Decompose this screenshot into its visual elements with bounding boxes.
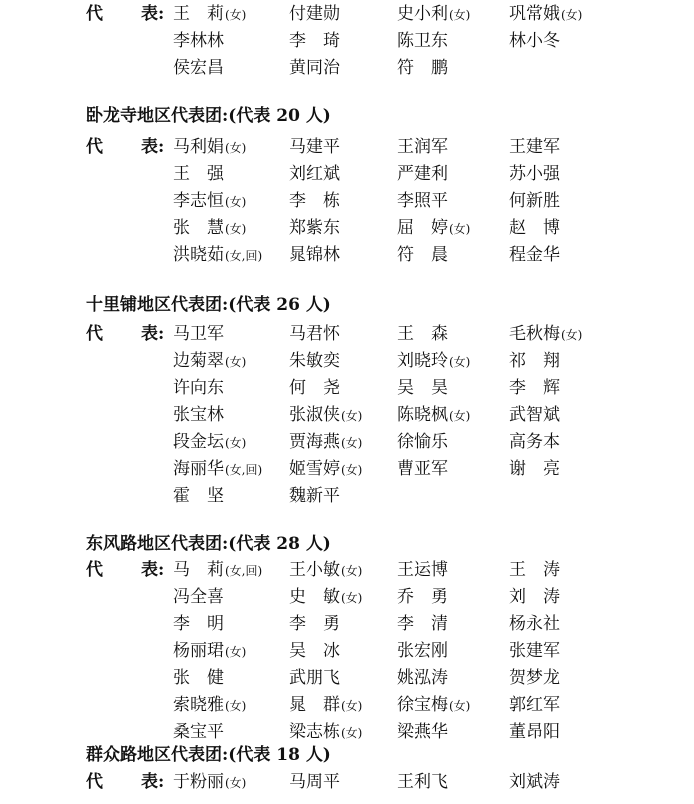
delegate-entry	[289, 191, 340, 211]
delegate-name: 何新胜	[509, 191, 560, 211]
delegate-name: 李 栋	[289, 191, 340, 211]
delegate-name: 徐愉乐	[397, 432, 448, 452]
delegate-name: 王 涛	[509, 560, 560, 580]
delegate-name: 姚泓涛	[397, 668, 448, 688]
delegate-name: 武朋飞	[289, 668, 340, 688]
delegate-name: 李 勇	[289, 614, 340, 634]
role-label-char: 表:	[141, 772, 165, 792]
delegate-name: 李志恒	[173, 191, 224, 211]
delegate-entry	[397, 695, 470, 716]
delegate-name: 郑紫东	[289, 218, 340, 238]
delegate-note: (女)	[341, 699, 363, 713]
delegate-name: 何 尧	[289, 378, 340, 398]
delegate-note: (女)	[561, 328, 583, 342]
role-label-char: 代	[86, 772, 103, 792]
delegate-name: 冯全喜	[173, 587, 224, 607]
delegate-name: 乔 勇	[397, 587, 448, 607]
delegate-name: 马卫军	[173, 324, 224, 344]
delegate-name: 郭红军	[509, 695, 560, 715]
delegate-name: 刘斌涛	[509, 772, 560, 792]
delegate-entry	[289, 432, 362, 453]
delegate-entry	[173, 614, 224, 634]
delegate-note: (女,回)	[225, 564, 263, 578]
role-label-char: 表:	[141, 560, 165, 580]
delegate-entry	[289, 164, 340, 184]
delegate-name: 王 莉	[173, 4, 224, 24]
delegate-entry	[509, 218, 560, 238]
delegate-entry	[397, 191, 448, 211]
delegate-entry	[289, 245, 340, 265]
delegate-note: (女)	[225, 195, 247, 209]
delegate-entry	[509, 405, 560, 425]
delegate-name: 董昂阳	[509, 722, 560, 742]
delegate-entry	[289, 722, 362, 743]
delegate-name: 张 健	[173, 668, 224, 688]
delegate-entry	[509, 164, 560, 184]
delegate-note: (女)	[225, 8, 247, 22]
delegate-name: 符 鹏	[397, 58, 448, 78]
delegate-entry	[509, 432, 560, 452]
delegate-entry	[397, 668, 448, 688]
delegate-entry	[397, 324, 448, 344]
delegate-entry	[397, 4, 470, 25]
delegate-entry	[289, 405, 362, 426]
delegate-entry	[509, 459, 560, 479]
delegate-name: 马周平	[289, 772, 340, 792]
delegate-entry	[173, 218, 246, 239]
delegate-entry	[509, 351, 560, 371]
delegate-entry	[173, 432, 246, 453]
delegate-name: 李 琦	[289, 31, 340, 51]
delegate-entry	[397, 772, 448, 792]
delegate-entry	[397, 459, 448, 479]
delegate-entry	[509, 722, 560, 742]
delegate-name: 巩常娥	[509, 4, 560, 24]
role-label-char: 表:	[141, 324, 165, 344]
delegate-name: 苏小强	[509, 164, 560, 184]
delegate-name: 黄同治	[289, 58, 340, 78]
delegate-note: (女)	[225, 699, 247, 713]
delegate-entry	[173, 351, 246, 372]
role-label-char: 代	[86, 4, 103, 24]
delegate-name: 曹亚军	[397, 459, 448, 479]
delegate-entry	[289, 560, 362, 581]
delegate-entry	[509, 560, 560, 580]
delegate-entry	[289, 324, 340, 344]
delegate-name: 李林林	[173, 31, 224, 51]
delegate-note: (女)	[225, 645, 247, 659]
delegate-note: (女)	[225, 141, 247, 155]
delegate-note: (女)	[341, 726, 363, 740]
delegate-name: 海丽华	[173, 459, 224, 479]
delegate-name: 晁 群	[289, 695, 340, 715]
delegate-entry	[173, 695, 246, 716]
delegate-note: (女)	[341, 463, 363, 477]
delegate-entry	[289, 31, 340, 51]
role-label-char: 代	[86, 324, 103, 344]
delegate-note: (女)	[225, 436, 247, 450]
delegate-name: 张宏刚	[397, 641, 448, 661]
delegate-name: 姬雪婷	[289, 459, 340, 479]
delegate-name: 陈卫东	[397, 31, 448, 51]
delegate-name: 边菊翠	[173, 351, 224, 371]
delegate-name: 杨丽珺	[173, 641, 224, 661]
delegate-name: 王利飞	[397, 772, 448, 792]
delegate-name: 王润军	[397, 137, 448, 157]
delegate-entry	[509, 245, 560, 265]
delegate-name: 张 慧	[173, 218, 224, 238]
role-label-char: 表:	[141, 137, 165, 157]
delegate-name: 程金华	[509, 245, 560, 265]
delegate-entry	[173, 58, 224, 78]
delegate-entry	[289, 58, 340, 78]
delegate-entry	[173, 486, 224, 506]
delegate-note: (女,回)	[225, 463, 263, 477]
delegate-entry	[397, 641, 448, 661]
delegate-name: 李 明	[173, 614, 224, 634]
delegate-entry	[397, 164, 448, 184]
delegate-entry	[173, 191, 246, 212]
delegate-name: 陈晓枫	[397, 405, 448, 425]
delegate-name: 张宝林	[173, 405, 224, 425]
delegate-entry	[397, 587, 448, 607]
delegate-name: 吴 冰	[289, 641, 340, 661]
delegate-entry	[289, 351, 340, 371]
delegate-entry	[289, 614, 340, 634]
delegate-name: 梁志栋	[289, 722, 340, 742]
delegate-name: 洪晓茹	[173, 245, 224, 265]
delegate-entry	[173, 668, 224, 688]
delegate-entry	[397, 722, 448, 742]
delegate-name: 赵 博	[509, 218, 560, 238]
delegate-entry	[397, 58, 448, 78]
delegate-entry	[289, 459, 362, 480]
delegate-name: 刘红斌	[289, 164, 340, 184]
delegate-entry	[289, 641, 340, 661]
delegate-name: 马利娟	[173, 137, 224, 157]
delegate-entry	[509, 191, 560, 211]
delegate-note: (女)	[341, 409, 363, 423]
delegate-note: (女)	[449, 699, 471, 713]
delegate-entry	[173, 4, 246, 25]
delegate-note: (女)	[449, 8, 471, 22]
delegate-note: (女)	[341, 591, 363, 605]
delegate-name: 王建军	[509, 137, 560, 157]
delegate-name: 刘 涛	[509, 587, 560, 607]
delegate-name: 林小冬	[509, 31, 560, 51]
delegate-name: 马 莉	[173, 560, 224, 580]
delegate-entry	[397, 351, 470, 372]
delegate-name: 武智斌	[509, 405, 560, 425]
delegate-note: (女)	[225, 355, 247, 369]
delegate-entry	[397, 560, 448, 580]
delegate-entry	[173, 405, 224, 425]
delegate-name: 杨永社	[509, 614, 560, 634]
delegate-name: 高务本	[509, 432, 560, 452]
delegate-name: 马君怀	[289, 324, 340, 344]
delegate-note: (女)	[449, 355, 471, 369]
delegate-entry	[289, 486, 340, 506]
delegate-entry	[509, 587, 560, 607]
delegate-entry	[509, 641, 560, 661]
delegate-note: (女)	[449, 222, 471, 236]
delegate-name: 史 敏	[289, 587, 340, 607]
role-label-char: 代	[86, 560, 103, 580]
delegation-title: 十里铺地区代表团:(代表 26 人)	[86, 295, 331, 315]
delegate-name: 魏新平	[289, 486, 340, 506]
delegate-entry	[509, 324, 582, 345]
delegate-entry	[173, 560, 262, 581]
delegate-entry	[173, 137, 246, 158]
delegate-note: (女)	[225, 776, 247, 790]
delegate-entry	[397, 137, 448, 157]
delegate-entry	[397, 245, 448, 265]
delegate-name: 徐宝梅	[397, 695, 448, 715]
delegate-name: 张淑侠	[289, 405, 340, 425]
delegate-name: 霍 坚	[173, 486, 224, 506]
delegate-entry	[173, 772, 246, 793]
delegate-name: 晁锦林	[289, 245, 340, 265]
delegate-entry	[289, 695, 362, 716]
delegate-name: 严建利	[397, 164, 448, 184]
delegate-name: 刘晓玲	[397, 351, 448, 371]
delegate-name: 许向东	[173, 378, 224, 398]
delegate-name: 李 清	[397, 614, 448, 634]
delegate-name: 吴 昊	[397, 378, 448, 398]
delegate-name: 贺梦龙	[509, 668, 560, 688]
delegate-name: 梁燕华	[397, 722, 448, 742]
delegate-entry	[289, 668, 340, 688]
delegate-name: 贾海燕	[289, 432, 340, 452]
delegate-note: (女,回)	[225, 249, 263, 263]
role-label-char: 代	[86, 137, 103, 157]
delegate-entry	[397, 31, 448, 51]
delegate-entry	[289, 137, 340, 157]
delegate-entry	[173, 164, 224, 184]
delegate-note: (女)	[449, 409, 471, 423]
delegate-entry	[509, 4, 582, 25]
delegation-title: 东风路地区代表团:(代表 28 人)	[86, 534, 331, 554]
delegate-entry	[173, 31, 224, 51]
delegate-entry	[509, 614, 560, 634]
delegate-entry	[173, 324, 224, 344]
delegate-name: 史小利	[397, 4, 448, 24]
delegate-entry	[397, 218, 470, 239]
delegate-name: 王小敏	[289, 560, 340, 580]
delegate-name: 王运博	[397, 560, 448, 580]
delegate-name: 张建军	[509, 641, 560, 661]
delegate-entry	[173, 245, 262, 266]
delegate-note: (女)	[341, 436, 363, 450]
delegate-name: 段金坛	[173, 432, 224, 452]
delegate-name: 于粉丽	[173, 772, 224, 792]
delegate-entry	[397, 405, 470, 426]
role-label-char: 表:	[141, 4, 165, 24]
delegate-name: 屈 婷	[397, 218, 448, 238]
delegate-name: 索晓雅	[173, 695, 224, 715]
delegate-entry	[509, 668, 560, 688]
delegate-entry	[173, 641, 246, 662]
delegate-entry	[509, 378, 560, 398]
delegate-name: 朱敏奕	[289, 351, 340, 371]
delegate-name: 祁 翔	[509, 351, 560, 371]
delegate-name: 桑宝平	[173, 722, 224, 742]
delegate-entry	[397, 378, 448, 398]
delegate-name: 王 森	[397, 324, 448, 344]
delegate-entry	[289, 587, 362, 608]
delegate-name: 李 辉	[509, 378, 560, 398]
delegate-entry	[397, 614, 448, 634]
delegate-entry	[509, 695, 560, 715]
delegate-entry	[289, 772, 340, 792]
delegate-note: (女)	[225, 222, 247, 236]
delegate-name: 毛秋梅	[509, 324, 560, 344]
delegate-entry	[289, 4, 340, 24]
delegate-entry	[289, 218, 340, 238]
delegate-note: (女)	[561, 8, 583, 22]
delegation-title: 卧龙寺地区代表团:(代表 20 人)	[86, 106, 331, 126]
delegate-name: 谢 亮	[509, 459, 560, 479]
delegate-entry	[509, 772, 560, 792]
delegate-name: 李照平	[397, 191, 448, 211]
delegate-name: 侯宏昌	[173, 58, 224, 78]
delegate-entry	[173, 378, 224, 398]
delegate-entry	[509, 31, 560, 51]
delegate-note: (女)	[341, 564, 363, 578]
delegate-entry	[509, 137, 560, 157]
delegate-entry	[289, 378, 340, 398]
delegate-entry	[173, 587, 224, 607]
delegation-title: 群众路地区代表团:(代表 18 人)	[86, 745, 331, 765]
delegate-name: 马建平	[289, 137, 340, 157]
delegate-name: 符 晨	[397, 245, 448, 265]
delegate-name: 王 强	[173, 164, 224, 184]
delegate-entry	[397, 432, 448, 452]
delegate-entry	[173, 722, 224, 742]
delegate-entry	[173, 459, 262, 480]
delegate-name: 付建勋	[289, 4, 340, 24]
